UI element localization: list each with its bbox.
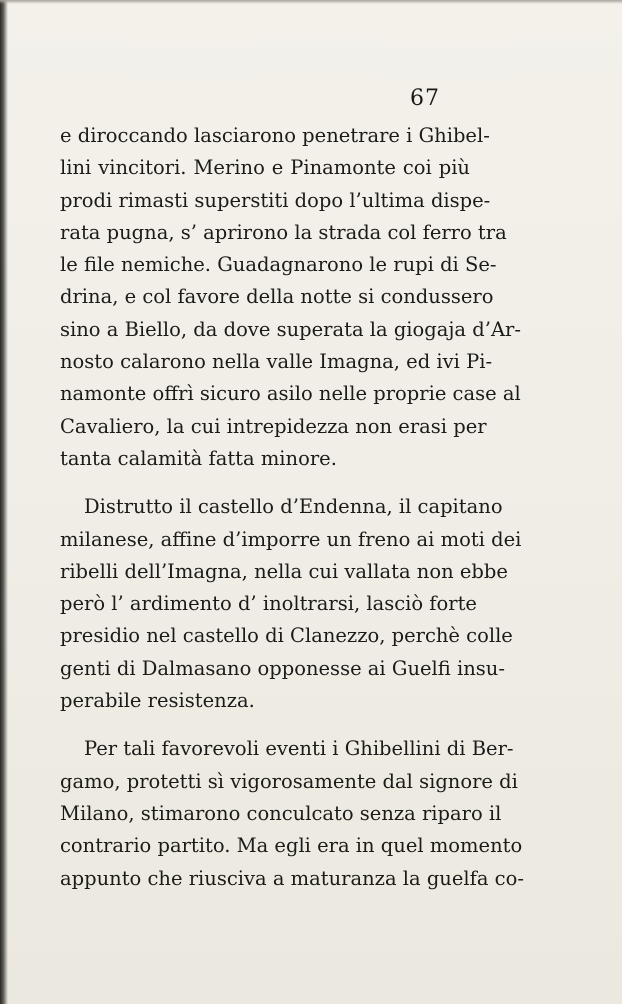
text-line: namonte offrì sicuro asilo nelle proprie case al <box>60 382 521 406</box>
text-line: gamo, protetti sì vigorosamente dal signore di <box>60 769 518 793</box>
paragraph-1 <box>60 120 521 475</box>
text-line: presidio nel castello di Clanezzo, perchè colle <box>60 624 513 648</box>
text-line: sino a Biello, da dove superata la giogaja d’Ar- <box>60 317 521 341</box>
text-line: però l’ ardimento d’ inoltrarsi, lasciò forte <box>60 592 477 616</box>
text-line: contrario partito. Ma egli era in quel momento <box>60 834 523 858</box>
text-line: le file nemiche. Guadagnarono le rupi di Se- <box>60 253 497 277</box>
page-gutter-shadow <box>0 0 8 1004</box>
text-line: Distrutto il castello d’Endenna, il capitano <box>84 495 503 519</box>
text-line: lini vincitori. Merino e Pinamonte coi più <box>60 156 470 180</box>
text-line: Milano, stimarono conculcato senza riparo il <box>60 801 502 825</box>
body-text <box>60 120 524 895</box>
page-top-edge <box>0 0 622 4</box>
text-line: Cavaliero, la cui intrepidezza non erasi per <box>60 414 487 438</box>
text-line: perabile resistenza. <box>60 689 255 713</box>
text-line: appunto che riusciva a maturanza la guelfa co- <box>60 866 524 890</box>
text-line: e diroccando lasciarono penetrare i Ghibel- <box>60 124 490 147</box>
paragraph-gap <box>60 717 470 733</box>
text-line: prodi rimasti superstiti dopo l’ultima dispe- <box>60 188 491 212</box>
text-line: drina, e col favore della notte si condussero <box>60 285 494 309</box>
text-line: tanta calamità fatta minore. <box>60 446 337 470</box>
text-line: nosto calarono nella valle Imagna, ed ivi Pi- <box>60 350 493 374</box>
text-line: ribelli dell’Imagna, nella cui vallata non ebbe <box>60 559 508 583</box>
text-line: milanese, affine d’imporre un freno ai moti dei <box>60 527 522 551</box>
paragraph-2 <box>60 491 522 717</box>
text-line: genti di Dalmasano opponesse ai Guelfi insu- <box>60 656 505 680</box>
text-line: Per tali favorevoli eventi i Ghibellini di Ber- <box>84 737 514 761</box>
paragraph-3 <box>60 733 524 894</box>
page-number: 67 <box>410 86 440 111</box>
text-line: rata pugna, s’ aprirono la strada col ferro tra <box>60 220 507 244</box>
paragraph-gap <box>60 475 470 491</box>
